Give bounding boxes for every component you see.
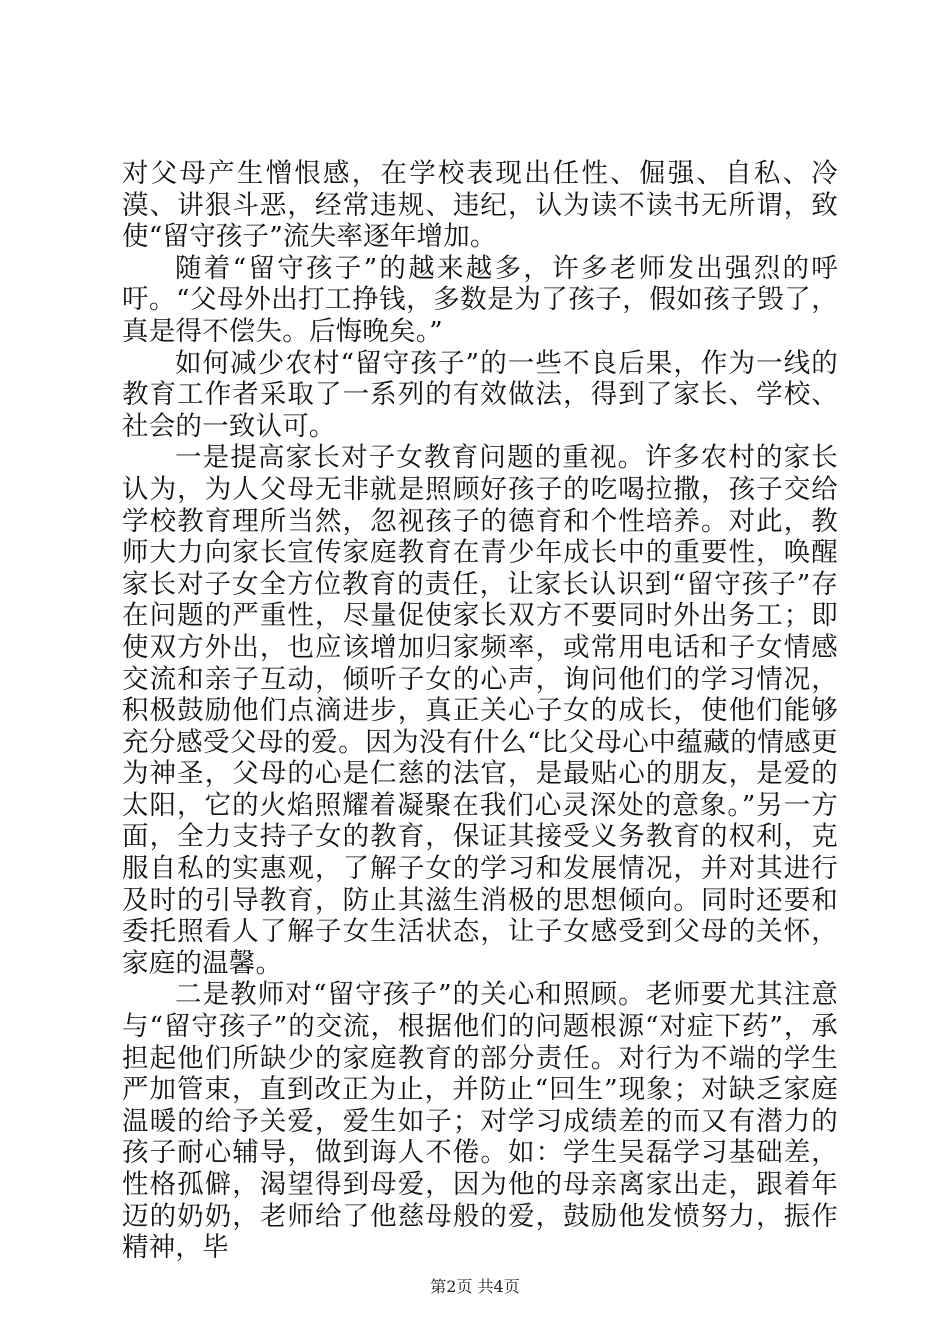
paragraph-4: 一是提高家长对子女教育问题的重视。许多农村的家长认为，为人父母无非就是照顾好孩子的吃喝拉撒，孩子交给学校教育理所当然，忽视孩子的德育和个性培养。对此，教师大力向家长宣传家庭教育在青少年成长中的重要性，唤醒家长对子女全方位教育的责任，让家长认识到“留守孩子”存在问题的严重性，尽量促使家长双方不要同时外出务工；即使双方外出，也应该增加归家频率，或常用电话和子女情感交流和亲子互动，倾听子女的心声，询问他们的学习情况，积极鼓励他们点滴进步，真正关心子女的成长，使他们能够充分感受父母的爱。因为没有什么“比父母心中蕴藏的情感更为神圣，父母的心是仁慈的法官，是最贴心的朋友，是爱的太阳，它的火焰照耀着凝聚在我们心灵深处的意象。”另一方面，全力支持子女的教育，保证其接受义务教育的权利，克服自私的实惠观，了解子女的学习和发展情况，并对其进行及时的引导教育，防止其滋生消极的思想倾向。同时还要和委托照看人了解子女生活状态，让子女感受到父母的关怀，家庭的温馨。 (122, 442, 838, 979)
paragraph-1: 对父母产生憎恨感，在学校表现出任性、倔强、自私、冷漠、讲狠斗恶，经常违规、违纪，认为读不读书无所谓，致使“留守孩子”流失率逐年增加。 (122, 158, 838, 253)
paragraph-2: 随着“留守孩子”的越来越多，许多老师发出强烈的呼吁。“父母外出打工挣钱，多数是为了孩子，假如孩子毁了，真是得不偿失。后悔晚矣。” (122, 252, 838, 347)
document-body (122, 158, 838, 1264)
paragraph-3: 如何减少农村“留守孩子”的一些不良后果，作为一线的教育工作者采取了一系列的有效做法，得到了家长、学校、社会的一致认可。 (122, 347, 838, 442)
paragraph-5: 二是教师对“留守孩子”的关心和照顾。老师要尤其注意与“留守孩子”的交流，根据他们的问题根源“对症下药”，承担起他们所缺少的家庭教育的部分责任。对行为不端的学生严加管束，直到改正为止，并防止“回生”现象；对缺乏家庭温暖的给予关爱，爱生如子；对学习成绩差的而又有潜力的孩子耐心辅导，做到诲人不倦。如：学生吴磊学习基础差，性格孤僻，渴望得到母爱，因为他的母亲离家出走，跟着年迈的奶奶，老师给了他慈母般的爱，鼓励他发愤努力，振作精神，毕 (122, 979, 838, 1264)
page-number-footer: 第2页 共4页 (430, 1277, 520, 1296)
